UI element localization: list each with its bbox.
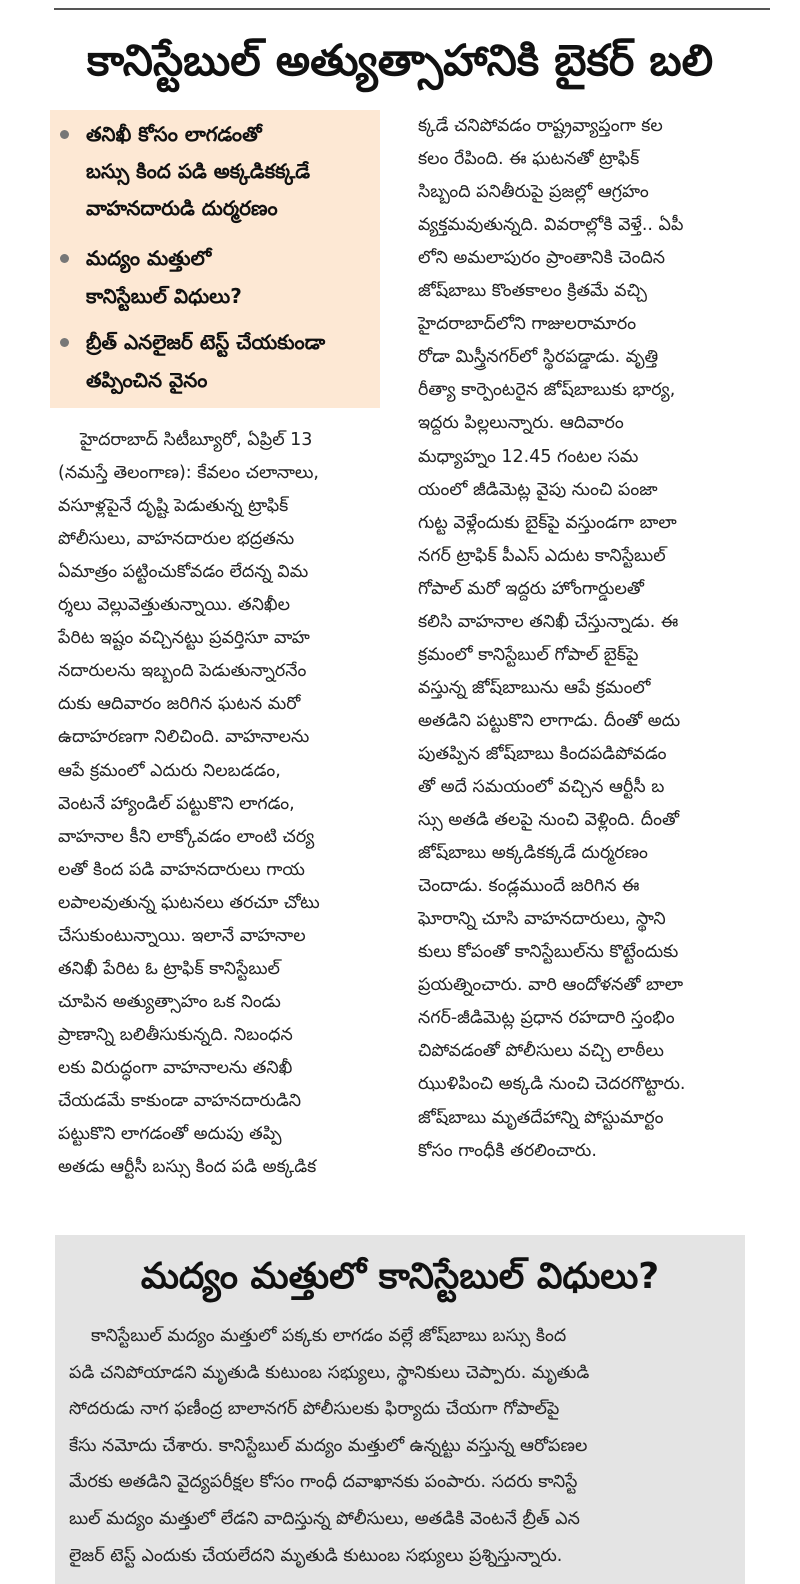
sidebar-box [55,1235,745,1584]
text-line: హైదరాబాద్ సిటీబ్యూరో, ఏప్రిల్ 13 [80,430,313,450]
text-line: రోడా మిస్త్రీనగర్‌లో స్థిరపడ్డాడు. వృత్తి [418,347,659,368]
text-line: జోష్‌బాబు మృతదేహాన్ని పోస్టుమార్టం [418,1107,664,1128]
text-line: క్కడే చనిపోవడం రాష్ట్రవ్యాప్తంగా కల [418,116,663,136]
text-line: స్సు అతడి తలపై నుంచి వెళ్లింది. దీంతో [418,810,680,831]
text-line: వాహనాల కీని లాక్కోవడం లాంటి చర్య [58,826,315,847]
highlight-line: బ్రీత్ ఎనలైజర్ టెస్ట్ చేయకుండా [86,330,326,354]
text-line: జోష్‌బాబు కొంతకాలం క్రితమే వచ్చి [418,281,647,302]
text-line: లతో కింద పడి వాహనదారులు గాయ [58,859,305,880]
top-rule [54,8,770,10]
text-line: చూపిన అత్యుత్సాహం ఒక నిండు [58,991,281,1012]
text-line: పోలీసులు, వాహనదారుల భద్రతను [58,529,295,550]
text-line: పట్టుకొని లాగడంతో అదుపు తప్పి [58,1124,282,1145]
text-line: కేసు నమోదు చేశారు. కానిస్టేబుల్ మద్యం మత్తులో ఉన్నట్టు వస్తున్న ఆరోపణల [69,1435,588,1456]
bullet-icon [60,130,69,139]
text-line: హైదరాబాద్‌లోని గాజులరామారం [418,314,637,335]
highlight-line: మద్యం మత్తులో [86,246,212,270]
highlights-box [50,110,380,408]
text-line: లైజర్ టెస్ట్ ఎందుకు చేయలేదని మృతుడి కుటుంబ సభ్యులు ప్రశ్నిస్తున్నారు. [69,1545,563,1566]
text-line: దుకు ఆదివారం జరిగిన ఘటన మరో [58,694,301,715]
text-line: మేరకు అతడిని వైద్యపరీక్షల కోసం గాంధీ దవాఖానకు పంపారు. సదరు కానిస్టే [69,1472,578,1493]
text-line: ప్రాణాన్ని బలితీసుకున్నది. నిబంధన [58,1024,293,1045]
highlight-line: కానిస్టేబుల్ విధులు? [86,284,242,308]
text-line: గుట్ట వెళ్లేందుకు బైక్‌పై వస్తుండగా బాలా [418,512,677,533]
text-line: వెంటనే హ్యాండిల్ పట్టుకొని లాగడం, [58,793,295,814]
text-line: సోదరుడు నాగ ఫణీంద్ర బాలానగర్ పోలీసులకు ఫిర్యాదు చేయగా గోపాల్‌పై [69,1399,560,1420]
text-line: లోని అమలాపురం ప్రాంతానికి చెందిన [418,248,666,269]
text-line: నదారులను ఇబ్బంది పెడుతున్నారనేం [58,661,307,682]
text-line: అతడిని పట్టుకొని లాగాడు. దీంతో అదు [418,710,681,731]
text-line: జోష్‌బాబు అక్కడికక్కడే దుర్మరణం [418,843,648,864]
text-line: చేసుకుంటున్నాయి. ఇలానే వాహనాల [58,925,306,946]
text-line: రీత్యా కార్పెంటరైన జోష్‌బాబుకు భార్య, [418,380,676,401]
bullet-icon [60,254,69,263]
highlight-line: బస్సు కింద పడి అక్కడికక్కడే [86,159,311,183]
text-line: క్రమంలో కానిస్టేబుల్ గోపాల్ బైక్‌పై [418,644,639,665]
text-line: బుల్ మద్యం మత్తులో లేడని వాదిస్తున్న పోలీసులు, అతడికి వెంటనే బ్రీత్ ఎన [69,1509,580,1529]
bullet-icon [60,338,69,347]
text-line: వసూళ్లపైనే దృష్టి పెడుతున్న ట్రాఫిక్ [58,496,289,517]
text-line: చెందాడు. కండ్లముందే జరిగిన ఈ [418,876,640,897]
text-line: కానిస్టేబుల్ మద్యం మత్తులో పక్కకు లాగడం వల్లే జోష్‌బాబు బస్సు కింద [91,1326,567,1346]
text-line: పేరిట ఇష్టం వచ్చినట్టు ప్రవర్తిసూ వాహ [58,628,310,649]
text-line: యంలో జీడిమెట్ల వైపు నుంచి పంజా [418,479,658,500]
text-line: ఏమాత్రం పట్టించుకోవడం లేదన్న విమ [58,562,309,583]
text-line: లకు విరుద్ధంగా వాహనాలను తనిఖీ [58,1057,293,1078]
text-line: వ్యక్తమవుతున్నది. వివరాల్లోకి వెళ్తే.. ఏపీ [418,215,684,236]
text-line: గోపాల్ మరో ఇద్దరు హోంగార్డులతో [418,578,644,599]
text-line: నగర్-జీడిమెట్ల ప్రధాన రహదారి స్తంభిం [418,1008,675,1029]
text-line: (నమస్తే తెలంగాణ): కేవలం చలానాలు, [58,463,319,484]
text-line: లపాలవుతున్న ఘటనలు తరచూ చోటు [58,892,320,913]
headline: కానిస్టేబుల్ అత్యుత్సాహానికి బైకర్ బలి [86,36,714,86]
text-line: కులు కోపంతో కానిస్టేబుల్‌ను కొట్టేందుకు [418,942,679,963]
text-line: వస్తున్న జోష్‌బాబును ఆపే క్రమంలో [418,677,651,698]
text-line: సిబ్బంది పనితీరుపై ప్రజల్లో ఆగ్రహం [418,182,649,203]
text-line: ఝుళిపించి అక్కడి నుంచి చెదరగొట్టారు. [418,1074,686,1095]
text-line: ర్శలు వెల్లువెత్తుతున్నాయి. తనిఖీల [58,595,291,616]
text-line: కోసం గాంధీకి తరలించారు. [418,1140,597,1161]
text-line: మధ్యాహ్నం 12.45 గంటల సమ [418,446,639,467]
text-line: పుతప్పిన జోష్‌బాబు కిందపడిపోవడం [418,743,667,764]
text-line: ఉదాహరణగా నిలిచింది. వాహనాలను [58,727,310,748]
text-line: అతడు ఆర్టీసీ బస్సు కింద పడి అక్కడిక [58,1157,317,1178]
text-line: ఆపే క్రమంలో ఎదురు నిలబడడం, [58,760,281,781]
text-line: చేయడమే కాకుండా వాహనదారుడిని [58,1091,302,1111]
text-line: ఇద్దరు పిల్లలున్నారు. ఆదివారం [418,413,624,434]
text-line: నగర్ ట్రాఫిక్ పీఎస్ ఎదుట కానిస్టేబుల్ [418,545,666,566]
sidebar-title: మద్యం మత్తులో కానిస్టేబుల్ విధులు? [140,1256,660,1297]
highlight-line: వాహనదారుడి దుర్మరణం [86,196,278,220]
highlight-line: తప్పించిన వైనం [86,368,208,392]
text-line: కలిసి వాహనాల తనిఖీ చేస్తున్నాడు. ఈ [418,611,679,632]
highlight-line: తనిఖీ కోసం లాగడంతో [86,122,262,146]
text-line: ఘోరాన్ని చూసి వాహనదారులు, స్థాని [418,909,666,930]
text-line: తో అదే సమయంలో వచ్చిన ఆర్టీసీ బ [418,777,665,797]
text-line: తనిఖీ పేరిట ఓ ట్రాఫిక్ కానిస్టేబుల్ [58,958,280,979]
text-line: చిపోవడంతో పోలీసులు వచ్చి లాఠీలు [418,1041,664,1062]
text-line: కలం రేపింది. ఈ ఘటనతో ట్రాఫిక్ [418,149,640,170]
text-line: ప్రయత్నించారు. వారి ఆందోళనతో బాలా [418,975,684,996]
text-line: పడి చనిపోయాడని మృతుడి కుటుంబ సభ్యులు, స్థానికులు చెప్పారు. మృతుడి [69,1362,590,1383]
